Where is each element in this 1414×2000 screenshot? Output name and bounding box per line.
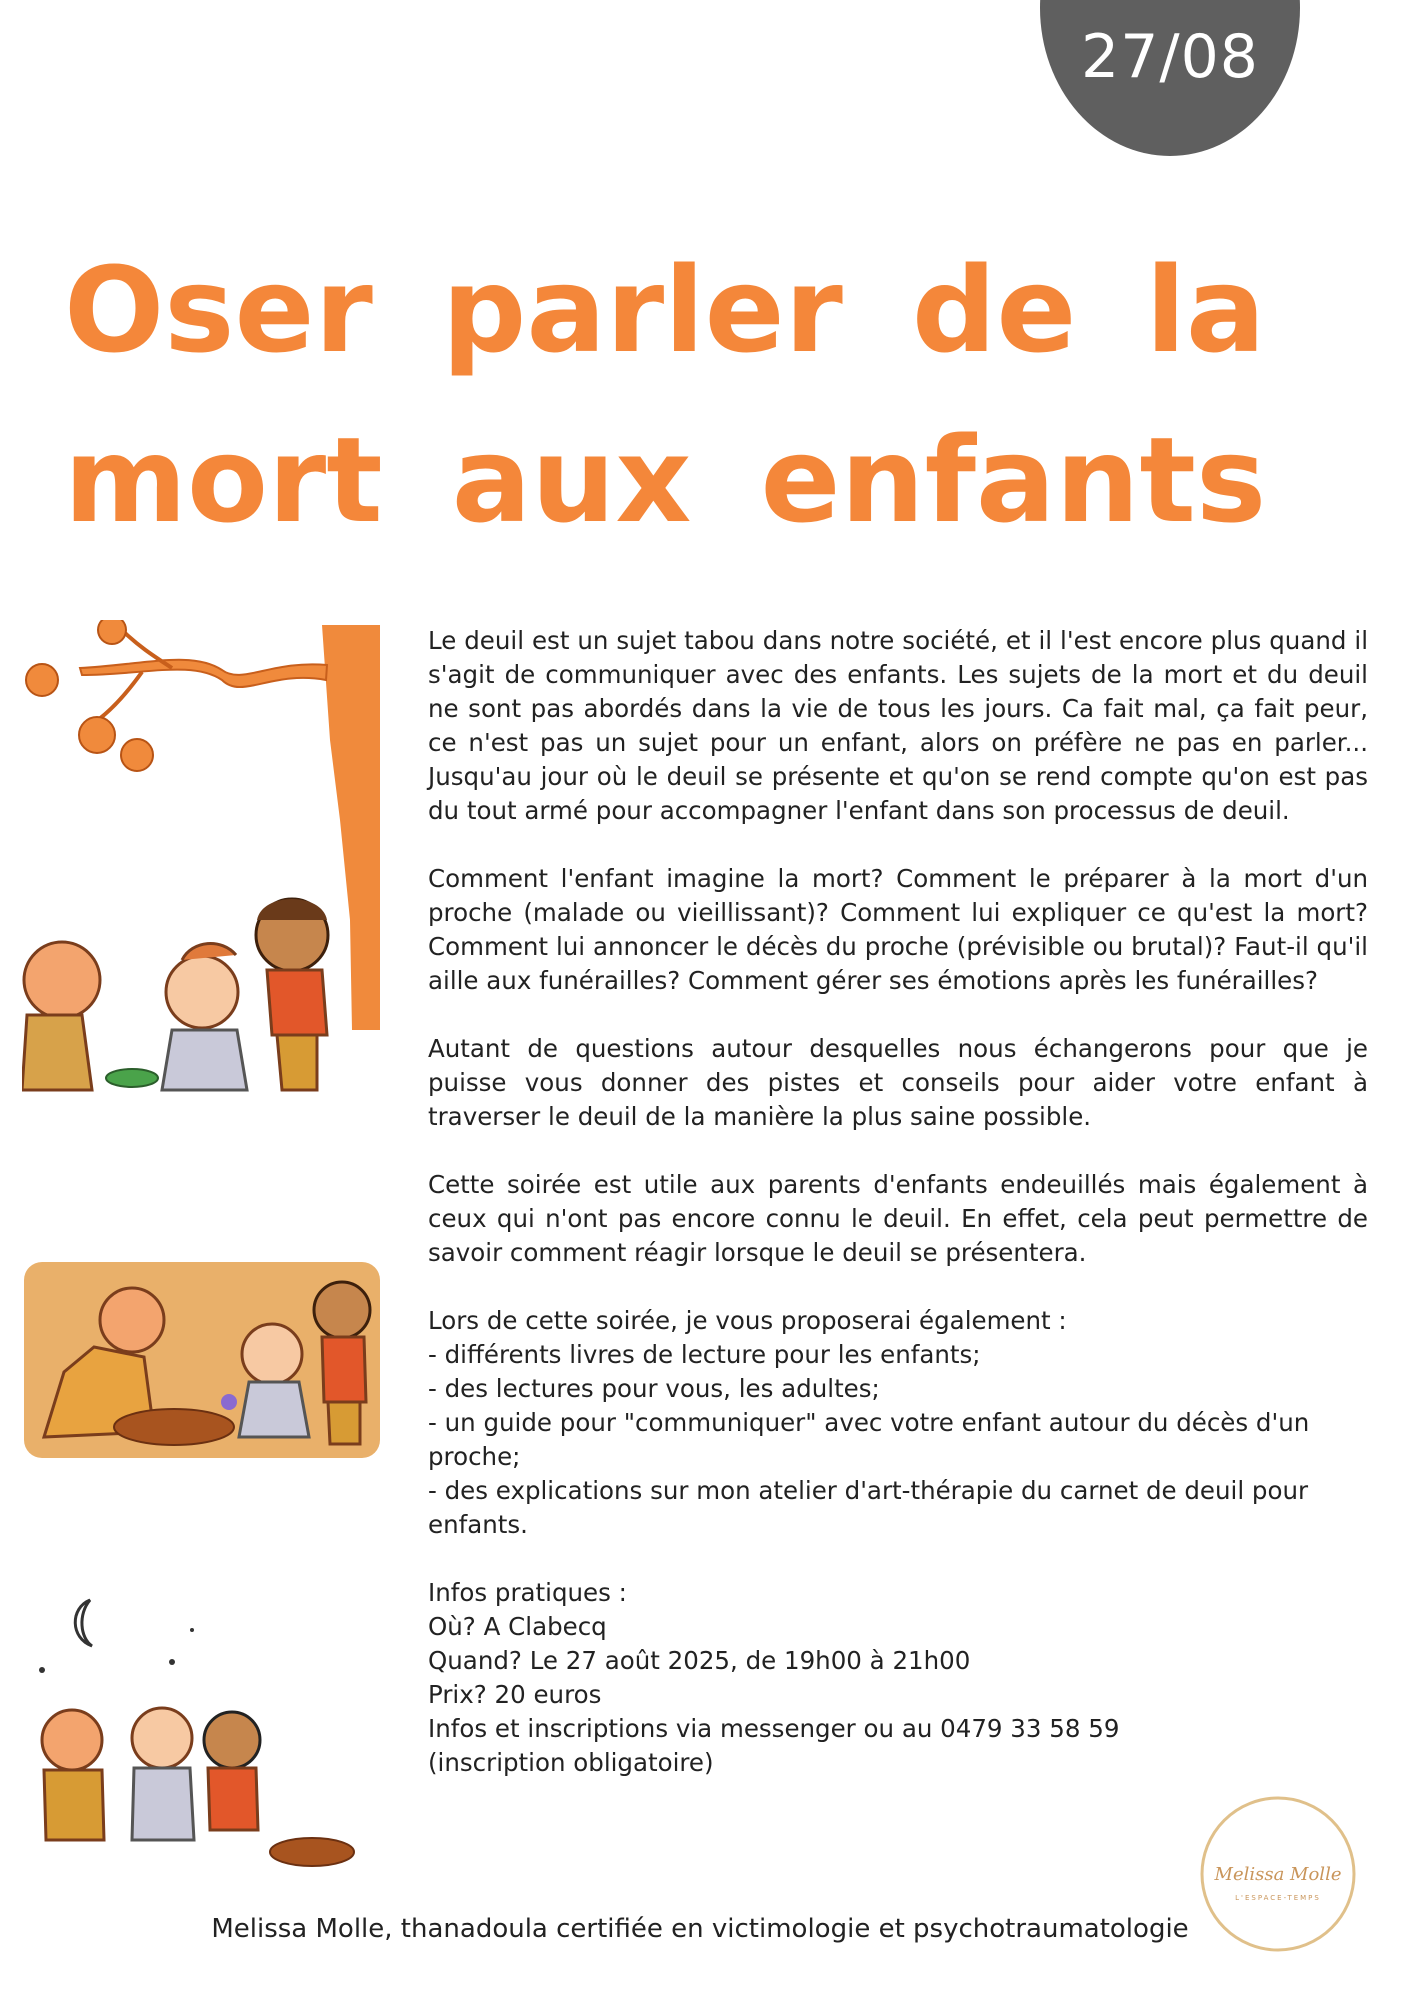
list-item: - un guide pour "communiquer" avec votre enfant autour du décès d'un proche; — [428, 1408, 1310, 1471]
offer-intro: Lors de cette soirée, je vous proposerai également : — [428, 1306, 1067, 1335]
info-location: Où? A Clabecq — [428, 1612, 607, 1641]
list-item: - des explications sur mon atelier d'art-thérapie du carnet de deuil pour enfants. — [428, 1476, 1309, 1539]
footer-credit: Melissa Molle, thanadoula certifiée en victimologie et psychotraumatologie — [211, 1914, 1189, 1944]
title-line-1: Oser parler de la — [64, 241, 1266, 379]
exchange-paragraph: Autant de questions autour desquelles nous échangerons pour que je puisse vous donner des pistes et conseils pour aider votre enfant à traverser le deuil de la manière la plus saine possible. — [428, 1034, 1368, 1131]
practical-info — [428, 1576, 1368, 1780]
melissa-molle-logo — [1192, 1788, 1364, 1960]
page-title — [64, 225, 1364, 565]
children-under-tree-illustration — [22, 620, 382, 1100]
title-line-2: mort aux enfants — [64, 411, 1267, 549]
list-item: - différents livres de lecture pour les enfants; — [428, 1340, 981, 1369]
logo-name: Melissa Molle — [1214, 1864, 1342, 1885]
date-label: 27/08 — [1081, 22, 1259, 92]
logo-tagline: L'ESPACE-TEMPS — [1235, 1894, 1321, 1902]
offer-list — [428, 1304, 1368, 1542]
description — [428, 624, 1368, 1814]
children-with-leaves-illustration — [24, 1262, 380, 1458]
info-contact: Infos et inscriptions via messenger ou au 0479 33 58 59 — [428, 1714, 1120, 1743]
infos-title: Infos pratiques : — [428, 1578, 627, 1607]
children-night-sky-illustration — [22, 1590, 362, 1880]
info-price: Prix? 20 euros — [428, 1680, 602, 1709]
audience-paragraph: Cette soirée est utile aux parents d'enfants endeuillés mais également à ceux qui n'ont pas encore connu le deuil. En effet, cela peut permettre de savoir comment réagir lorsque le deuil se présentera. — [428, 1170, 1368, 1267]
list-item: - des lectures pour vous, les adultes; — [428, 1374, 880, 1403]
questions-paragraph: Comment l'enfant imagine la mort? Comment le préparer à la mort d'un proche (malade ou vieillissant)? Comment lui expliquer ce qu'est la mort? Comment lui annoncer le décès du proche (prévisible ou brutal)? Faut-il qu'il aille aux funérailles? Comment gérer ses émotions après les funérailles? — [428, 864, 1368, 995]
intro-paragraph: Le deuil est un sujet tabou dans notre société, et il l'est encore plus quand il s'agit de communiquer avec des enfants. Les sujets de la mort et du deuil ne sont pas abordés dans la vie de tous les jours. Ca fait mal, ça fait peur, ce n'est pas un sujet pour un enfant, alors on préfère ne pas en parler... Jusqu'au jour où le deuil se présente et qu'on se rend compte qu'on est pas du tout armé pour accompagner l'enfant dans son processus de deuil. — [428, 626, 1368, 825]
info-registration: (inscription obligatoire) — [428, 1748, 714, 1777]
info-date: Quand? Le 27 août 2025, de 19h00 à 21h00 — [428, 1646, 971, 1675]
